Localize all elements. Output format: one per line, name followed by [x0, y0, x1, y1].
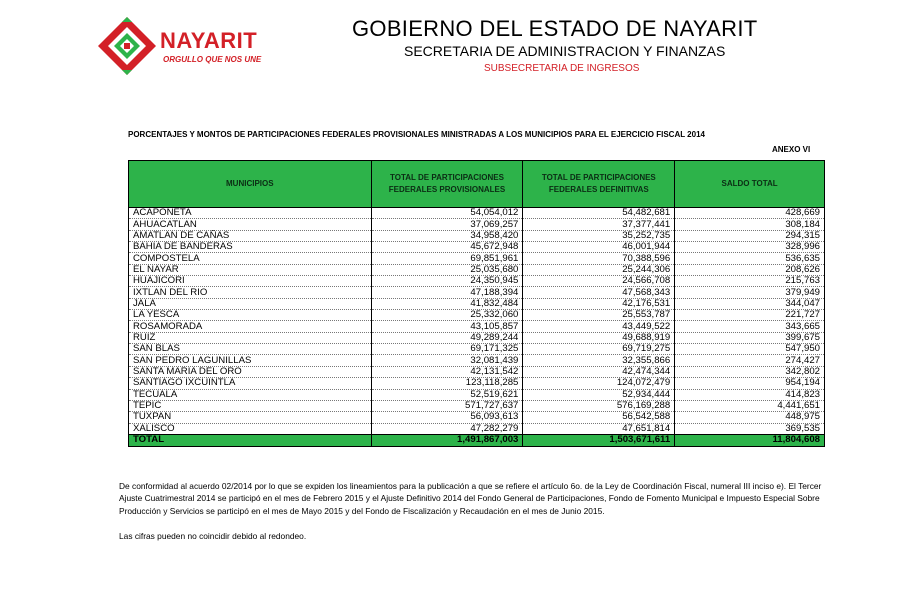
rounding-note: Las cifras pueden no coincidir debido al redondeo.	[119, 531, 307, 541]
cell-saldo: 448,975	[675, 412, 825, 423]
table-row	[129, 230, 825, 241]
cell-saldo: 399,675	[675, 332, 825, 343]
table-row	[129, 366, 825, 377]
cell-municipio: BAHIA DE BANDERAS	[129, 242, 372, 253]
cell-saldo: 414,823	[675, 389, 825, 400]
cell-saldo: 308,184	[675, 219, 825, 230]
table-row	[129, 242, 825, 253]
column-header-definitivas: TOTAL DE PARTICIPACIONES FEDERALES DEFINITIVAS	[523, 161, 675, 208]
cell-municipio: COMPOSTELA	[129, 253, 372, 264]
cell-provisionales: 56,093,613	[371, 412, 523, 423]
cell-definitivas: 25,244,306	[523, 264, 675, 275]
cell-saldo: 294,315	[675, 230, 825, 241]
cell-municipio: TEPIC	[129, 400, 372, 411]
cell-municipio: XALISCO	[129, 423, 372, 434]
cell-saldo: 428,669	[675, 208, 825, 219]
cell-definitivas: 25,553,787	[523, 310, 675, 321]
table-total-row	[129, 434, 825, 446]
cell-municipio: ROSAMORADA	[129, 321, 372, 332]
undersecretariat-heading: SUBSECRETARIA DE INGRESOS	[484, 63, 640, 74]
cell-municipio: SAN PEDRO LAGUNILLAS	[129, 355, 372, 366]
cell-provisionales: 123,118,285	[371, 378, 523, 389]
cell-provisionales: 32,081,439	[371, 355, 523, 366]
cell-definitivas: 47,568,343	[523, 287, 675, 298]
total-saldo: 11,804,608	[675, 434, 825, 446]
table-row	[129, 310, 825, 321]
table-row	[129, 208, 825, 219]
cell-saldo: 215,763	[675, 276, 825, 287]
table-row	[129, 219, 825, 230]
logo-wordmark: NAYARIT	[160, 28, 258, 53]
cell-saldo: 369,535	[675, 423, 825, 434]
cell-municipio: SANTA MARIA DEL ORO	[129, 366, 372, 377]
cell-definitivas: 54,482,681	[523, 208, 675, 219]
cell-provisionales: 25,035,680	[371, 264, 523, 275]
table-row	[129, 321, 825, 332]
cell-definitivas: 52,934,444	[523, 389, 675, 400]
cell-provisionales: 49,289,244	[371, 332, 523, 343]
cell-definitivas: 42,176,531	[523, 298, 675, 309]
cell-saldo: 274,427	[675, 355, 825, 366]
cell-definitivas: 42,474,344	[523, 366, 675, 377]
cell-saldo: 954,194	[675, 378, 825, 389]
table-row	[129, 355, 825, 366]
cell-municipio: LA YESCA	[129, 310, 372, 321]
cell-municipio: HUAJICORI	[129, 276, 372, 287]
cell-saldo: 342,802	[675, 366, 825, 377]
cell-municipio: IXTLAN DEL RIO	[129, 287, 372, 298]
cell-municipio: TECUALA	[129, 389, 372, 400]
total-provisionales: 1,491,867,003	[371, 434, 523, 446]
column-header-saldo: SALDO TOTAL	[675, 161, 825, 208]
cell-municipio: JALA	[129, 298, 372, 309]
cell-definitivas: 35,252,735	[523, 230, 675, 241]
participations-table	[128, 160, 825, 447]
cell-provisionales: 69,851,961	[371, 253, 523, 264]
table-header-row	[129, 161, 825, 208]
cell-provisionales: 25,332,060	[371, 310, 523, 321]
cell-provisionales: 571,727,637	[371, 400, 523, 411]
cell-provisionales: 41,832,484	[371, 298, 523, 309]
cell-municipio: TUXPAN	[129, 412, 372, 423]
cell-saldo: 328,996	[675, 242, 825, 253]
table-row	[129, 332, 825, 343]
cell-definitivas: 56,542,588	[523, 412, 675, 423]
cell-municipio: AHUACATLAN	[129, 219, 372, 230]
cell-definitivas: 24,566,708	[523, 276, 675, 287]
cell-provisionales: 52,519,621	[371, 389, 523, 400]
total-definitivas: 1,503,671,611	[523, 434, 675, 446]
table-row	[129, 287, 825, 298]
table-body	[129, 208, 825, 435]
logo-tagline: ORGULLO QUE NOS UNE	[163, 55, 262, 64]
column-header-municipios: MUNICIPIOS	[129, 161, 372, 208]
cell-saldo: 4,441,651	[675, 400, 825, 411]
cell-saldo: 547,950	[675, 344, 825, 355]
cell-municipio: SANTIAGO IXCUINTLA	[129, 378, 372, 389]
cell-provisionales: 42,131,542	[371, 366, 523, 377]
cell-saldo: 221,727	[675, 310, 825, 321]
cell-definitivas: 37,377,441	[523, 219, 675, 230]
table-row	[129, 412, 825, 423]
cell-definitivas: 576,169,288	[523, 400, 675, 411]
cell-municipio: SAN BLAS	[129, 344, 372, 355]
cell-provisionales: 24,350,945	[371, 276, 523, 287]
cell-saldo: 379,949	[675, 287, 825, 298]
cell-provisionales: 37,069,257	[371, 219, 523, 230]
cell-provisionales: 43,105,857	[371, 321, 523, 332]
table-row	[129, 253, 825, 264]
cell-municipio: AMATLAN DE CAÑAS	[129, 230, 372, 241]
cell-provisionales: 34,958,420	[371, 230, 523, 241]
cell-saldo: 208,626	[675, 264, 825, 275]
table-row	[129, 264, 825, 275]
table-row	[129, 276, 825, 287]
conformity-note: De conformidad al acuerdo 02/2014 por lo que se expiden los lineamientos para la publicación a que se refiere el artículo 6o. de la Ley de Coordinación Fiscal, numeral III inciso e). El Tercer Ajuste Cuatrimestral 2014 se participó en el mes de Febrero 2015 y el Ajuste Definitivo 2014 del Fondo General de Participaciones, Fondo de Fomento Municipal e Impuesto Especial Sobre Producción y Servicios se participó en el mes de Mayo 2015 y del Fondo de Fiscalización y Recaudación en el mes de Junio 2015.	[119, 481, 822, 516]
table-row	[129, 298, 825, 309]
page-title: GOBIERNO DEL ESTADO DE NAYARIT	[352, 16, 758, 41]
column-header-provisionales: TOTAL DE PARTICIPACIONES FEDERALES PROVISIONALES	[371, 161, 523, 208]
table-row	[129, 378, 825, 389]
annex-label: ANEXO VI	[772, 145, 811, 154]
cell-definitivas: 69,719,275	[523, 344, 675, 355]
cell-municipio: EL NAYAR	[129, 264, 372, 275]
cell-definitivas: 43,449,522	[523, 321, 675, 332]
cell-definitivas: 46,001,944	[523, 242, 675, 253]
table-row	[129, 400, 825, 411]
cell-provisionales: 69,171,325	[371, 344, 523, 355]
secretariat-heading: SECRETARIA DE ADMINISTRACION Y FINANZAS	[404, 43, 726, 59]
document-subtitle: PORCENTAJES Y MONTOS DE PARTICIPACIONES FEDERALES PROVISIONALES MINISTRADAS A LOS MUNICIPIOS PARA EL EJERCICIO FISCAL 2014	[128, 130, 705, 139]
cell-definitivas: 70,388,596	[523, 253, 675, 264]
total-label: TOTAL	[129, 434, 372, 446]
cell-definitivas: 49,688,919	[523, 332, 675, 343]
cell-definitivas: 32,355,866	[523, 355, 675, 366]
cell-municipio: RUIZ	[129, 332, 372, 343]
table-row	[129, 344, 825, 355]
cell-definitivas: 47,651,814	[523, 423, 675, 434]
cell-provisionales: 45,672,948	[371, 242, 523, 253]
cell-provisionales: 54,054,012	[371, 208, 523, 219]
cell-saldo: 343,665	[675, 321, 825, 332]
cell-provisionales: 47,282,279	[371, 423, 523, 434]
cell-municipio: ACAPONETA	[129, 208, 372, 219]
cell-provisionales: 47,188,394	[371, 287, 523, 298]
cell-saldo: 536,635	[675, 253, 825, 264]
cell-definitivas: 124,072,479	[523, 378, 675, 389]
nayarit-logo-icon	[96, 15, 158, 77]
cell-saldo: 344,047	[675, 298, 825, 309]
table-row	[129, 389, 825, 400]
table-row	[129, 423, 825, 434]
